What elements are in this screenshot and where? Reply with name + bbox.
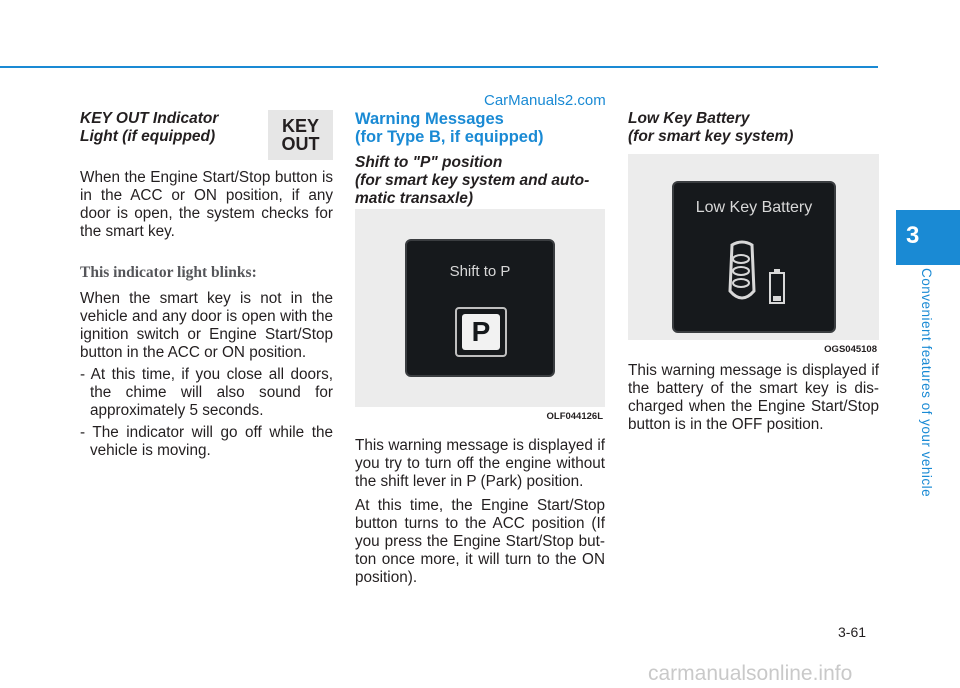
column-warning-messages xyxy=(355,110,605,208)
figure-code: OGS045108 xyxy=(824,344,877,355)
column-battery-body xyxy=(628,362,879,434)
park-letter: P xyxy=(462,314,500,350)
column-key-out xyxy=(80,110,333,460)
shift-subheading-line3: matic transaxle) xyxy=(355,190,474,207)
warning-heading-line2: (for Type B, if equipped) xyxy=(355,128,544,146)
shift-to-p-figure xyxy=(355,209,605,422)
park-icon xyxy=(455,307,507,357)
chapter-number: 3 xyxy=(906,222,920,249)
warning-heading-line1: Warning Messages xyxy=(355,110,504,128)
key-out-heading-line2: Light (if equipped) xyxy=(80,128,216,145)
low-key-battery-title: Low Key Battery xyxy=(695,199,813,216)
key-out-badge-line1: KEY xyxy=(281,116,319,136)
key-out-badge-line2: OUT xyxy=(281,134,320,154)
shift-subheading-line2: (for smart key system and auto- xyxy=(355,172,590,189)
page-number: 3-61 xyxy=(838,624,867,640)
battery-heading-line1: Low Key Battery xyxy=(628,110,750,127)
key-out-bullet2: - The indicator will go off while the vehicle is moving. xyxy=(80,424,333,459)
blinks-subheading: This indicator light blinks: xyxy=(80,264,257,281)
chapter-title: Convenient features of your vehicle xyxy=(919,268,934,498)
battery-heading-line2: (for smart key system) xyxy=(628,128,794,145)
column-low-key-battery xyxy=(628,110,879,146)
smart-key-icon xyxy=(674,183,834,331)
column-warning-body xyxy=(355,437,605,587)
low-key-battery-figure xyxy=(628,154,879,355)
key-out-bullet1: - At this time, if you close all doors, the chime will also sound for approximately 5 seconds. xyxy=(80,366,333,419)
key-out-para1: When the Engine Start/Stop button is in the ACC or ON position, if any door is open, the system checks for the smart key. xyxy=(80,169,333,240)
battery-para1: This warning message is displayed if the battery of the smart key is dis-charged when the Engine Start/Stop button is in the OFF position. xyxy=(628,362,879,433)
cluster-display xyxy=(405,239,555,377)
key-out-para2: When the smart key is not in the vehicle and any door is open with the ignition switch or Engine Start/Stop button in the ACC or ON position. xyxy=(80,290,333,361)
shift-para2: At this time, the Engine Start/Stop button turns to the ACC position (If you press the Engine Start/Stop but-ton once more, it will turn to the ON position). xyxy=(355,497,605,586)
figure-code: OLF044126L xyxy=(546,411,603,422)
shift-to-p-title: Shift to P xyxy=(449,263,511,280)
shift-subheading-line1: Shift to "P" position xyxy=(355,154,503,171)
cluster-display xyxy=(672,181,836,333)
watermark-bottom: carmanualsonline.info xyxy=(648,662,853,685)
key-out-indicator-icon xyxy=(268,110,333,160)
top-rule xyxy=(0,66,878,68)
watermark-top: CarManuals2.com xyxy=(484,92,606,109)
key-out-heading-line1: KEY OUT Indicator xyxy=(80,110,219,127)
shift-para1: This warning message is displayed if you try to turn off the engine without the shift lever in P (Park) position. xyxy=(355,437,605,490)
